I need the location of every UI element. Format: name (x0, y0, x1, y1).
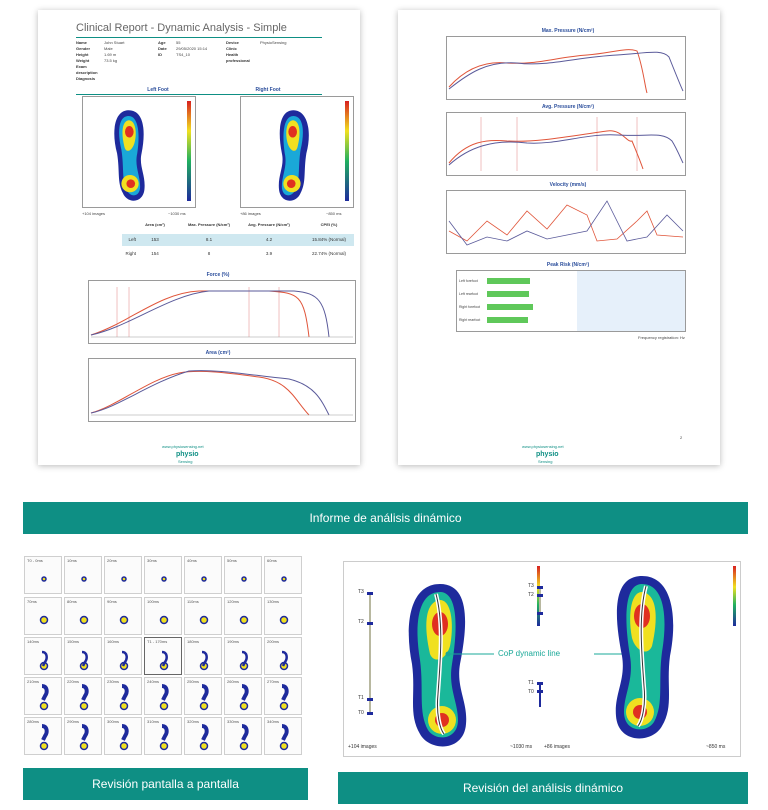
peak-risk-bar (487, 304, 533, 310)
grid-cell (224, 637, 262, 675)
foot-summary-table (82, 220, 354, 268)
peak-risk-label: Right rearfoot (459, 318, 481, 322)
grid-cell (104, 556, 142, 594)
grid-cell-footprint (145, 557, 182, 594)
grid-cell-heel (281, 703, 288, 710)
screen-grid (24, 556, 306, 762)
field-value: Male (104, 46, 113, 51)
grid-cell-heel (122, 577, 126, 581)
grid-cell (144, 677, 182, 715)
grid-cell-label: 30ms (147, 558, 157, 563)
grid-cell (264, 637, 302, 675)
peak-risk-label: Left rearfoot (459, 292, 478, 296)
right-timeline-marker: T0 (528, 689, 534, 695)
grid-cell-label: 160ms (107, 639, 120, 644)
grid-cell-footprint (25, 718, 62, 755)
table-cell: Left (128, 237, 136, 242)
info-rule (76, 94, 322, 95)
dyn-right-images: +86 images (544, 744, 570, 750)
grid-cell-label: 60ms (267, 558, 277, 563)
grid-cell (104, 717, 142, 755)
peak-risk-axis: Frequency registration: Hz (638, 335, 685, 340)
grid-cell-footprint (225, 598, 262, 635)
footer-brand-sub: Sensing (178, 459, 193, 464)
avg-pressure-svg (447, 113, 685, 175)
grid-cell-footprint (185, 598, 222, 635)
footer-url: www.physiosensing.net (162, 444, 204, 449)
max-pressure-chart (446, 36, 686, 100)
grid-cell-heel (81, 703, 88, 710)
field-value: 1.69 m (104, 52, 117, 57)
left-foot-title: Left Foot (147, 87, 169, 93)
table-header-cell: CPEI (%) (320, 222, 338, 227)
dyn-left-ms: ~1030 ms (510, 744, 533, 750)
table-cell: 154 (151, 251, 159, 256)
field-label: Clinic (226, 46, 237, 51)
grid-cell-label: 190ms (227, 639, 240, 644)
cop-dynamic-line-label: CoP dynamic line (498, 649, 561, 658)
grid-cell-footprint (225, 718, 262, 755)
grid-cell (104, 597, 142, 635)
grid-cell-footprint (225, 638, 262, 675)
left-timeline-marker: T2 (358, 619, 364, 625)
grid-cell-forefoot (242, 726, 247, 740)
peak-risk-chart (456, 270, 686, 332)
grid-cell-label: 180ms (187, 639, 200, 644)
dyn-right-ms: ~850 ms (706, 744, 726, 750)
left-foot-panel (82, 96, 196, 208)
grid-cell-label: 140ms (27, 639, 40, 644)
banner-dynamic-review: Revisión del análisis dinámico (338, 772, 748, 804)
field-label: Exam (76, 64, 87, 69)
grid-cell-heel (81, 617, 88, 624)
grid-cell-footprint (105, 678, 142, 715)
grid-cell (264, 677, 302, 715)
grid-cell-forefoot (242, 686, 247, 700)
grid-cell-footprint (265, 638, 302, 675)
grid-cell-heel (201, 703, 208, 710)
grid-cell-forefoot (82, 686, 87, 700)
table-cell: 22.74% (Normal) (311, 251, 346, 256)
grid-cell-heel (121, 617, 128, 624)
grid-cell (144, 597, 182, 635)
grid-cell-footprint (185, 638, 222, 675)
grid-cell (184, 556, 222, 594)
field-value: John Stuart (104, 40, 125, 45)
grid-cell (24, 597, 62, 635)
max-pressure-title: Max. Pressure (N/cm²) (541, 28, 595, 34)
grid-cell-forefoot (122, 726, 127, 740)
grid-cell (224, 597, 262, 635)
grid-cell-label: 120ms (227, 599, 240, 604)
table-header-cell: Max. Pressure (N/cm²) (187, 222, 230, 227)
grid-cell-label: 240ms (147, 679, 160, 684)
grid-cell-label: 250ms (187, 679, 200, 684)
right-timeline-marker: T1 (528, 680, 534, 686)
grid-cell-forefoot (202, 686, 207, 700)
grid-cell-label: 300ms (107, 719, 120, 724)
peak-risk-bar (487, 278, 530, 284)
grid-cell (224, 677, 262, 715)
grid-cell (24, 556, 62, 594)
grid-cell-footprint (145, 638, 182, 675)
grid-cell-heel (282, 577, 286, 581)
table-cell: 3.9 (265, 251, 273, 256)
grid-cell-footprint (145, 678, 182, 715)
grid-cell-heel (121, 743, 128, 750)
grid-cell (144, 637, 182, 675)
grid-cell-footprint (105, 718, 142, 755)
grid-cell-label: T1 - 170ms (147, 639, 168, 644)
grid-cell-label: 10ms (67, 558, 77, 563)
grid-cell-heel (121, 703, 128, 710)
table-cell: 4.2 (265, 237, 273, 242)
grid-cell-forefoot (162, 686, 167, 700)
area-title: Area (cm²) (205, 350, 231, 356)
grid-cell-heel (201, 617, 208, 624)
grid-cell-heel (241, 617, 248, 624)
grid-cell (24, 637, 62, 675)
velocity-chart (446, 190, 686, 254)
title-rule (76, 37, 322, 38)
grid-cell-heel (242, 577, 246, 581)
right-images-count: +86 images (240, 211, 261, 216)
right-foot-title: Right Foot (255, 87, 281, 93)
area-chart-svg (89, 359, 355, 421)
report-page-2 (398, 10, 720, 465)
grid-cell-label: 200ms (267, 639, 280, 644)
field-value: 55 (176, 40, 181, 45)
field-value: 73.5 kg (104, 58, 118, 63)
field-label: Device (226, 40, 239, 45)
right-timeline-marker: T3 (528, 583, 534, 589)
grid-cell-forefoot (42, 686, 47, 700)
grid-cell-footprint (185, 557, 222, 594)
grid-cell-footprint (265, 557, 302, 594)
table-cell: Right (125, 251, 136, 256)
grid-cell-label: 50ms (227, 558, 237, 563)
grid-cell-heel (241, 743, 248, 750)
grid-cell (224, 717, 262, 755)
right-foot-heatmap (241, 97, 353, 207)
grid-cell-heel (162, 577, 166, 581)
grid-cell-label: 100ms (147, 599, 160, 604)
grid-cell (264, 556, 302, 594)
grid-cell-forefoot (202, 726, 207, 740)
field-value: PhysioSensing (260, 40, 287, 45)
grid-cell-footprint (145, 718, 182, 755)
grid-cell (184, 597, 222, 635)
grid-cell (64, 597, 102, 635)
grid-cell (104, 637, 142, 675)
grid-cell-label: T0 - 0ms (27, 558, 43, 563)
grid-cell-footprint (145, 598, 182, 635)
footer-brand-2: physio (536, 451, 559, 458)
grid-cell-heel (82, 577, 86, 581)
grid-cell-heel (42, 577, 46, 581)
field-label: Date (158, 46, 167, 51)
table-cell: 15.84% (Normal) (311, 237, 346, 242)
grid-cell-footprint (65, 718, 102, 755)
dyn-left-images: +104 images (348, 744, 377, 750)
grid-cell (144, 717, 182, 755)
grid-cell-heel (81, 743, 88, 750)
grid-cell-footprint (25, 598, 62, 635)
grid-cell-label: 110ms (187, 599, 199, 604)
grid-cell-heel (41, 703, 48, 710)
grid-cell-forefoot (162, 726, 167, 740)
grid-cell (64, 717, 102, 755)
grid-cell-footprint (25, 678, 62, 715)
grid-cell-heel (281, 743, 288, 750)
table-cell: 8 (207, 251, 211, 256)
left-timeline-marker: T0 (358, 710, 364, 716)
grid-cell-heel (161, 743, 168, 750)
grid-cell-heel (201, 743, 208, 750)
footer-url-2: www.physiosensing.net (522, 444, 564, 449)
grid-cell (184, 717, 222, 755)
velocity-svg (447, 191, 685, 253)
grid-cell (104, 677, 142, 715)
grid-cell-footprint (105, 598, 142, 635)
grid-cell-footprint (65, 638, 102, 675)
grid-cell-footprint (185, 718, 222, 755)
max-pressure-svg (447, 37, 685, 99)
field-label: Age (158, 40, 166, 45)
right-duration: ~850 ms (326, 211, 342, 216)
grid-cell (264, 597, 302, 635)
force-title: Force (%) (206, 272, 230, 278)
grid-cell-footprint (265, 678, 302, 715)
peak-risk-bar (487, 291, 529, 297)
grid-cell-label: 220ms (67, 679, 80, 684)
footer-brand-sub-2: Sensing (538, 459, 553, 464)
grid-cell-footprint (265, 718, 302, 755)
dynamic-review-svg (344, 562, 740, 756)
grid-cell-heel (41, 743, 48, 750)
grid-cell-heel (161, 617, 168, 624)
grid-cell-footprint (25, 557, 62, 594)
table-cell: 8.1 (205, 237, 213, 242)
dynamic-review-panel (344, 562, 740, 756)
report-page-1 (38, 10, 360, 465)
grid-cell-footprint (105, 638, 142, 675)
page-number: 2 (680, 435, 683, 440)
field-label: Weight (76, 58, 90, 63)
force-chart-svg (89, 281, 355, 343)
grid-cell-label: 40ms (187, 558, 197, 563)
grid-cell-forefoot (42, 726, 47, 740)
grid-cell-label: 150ms (67, 639, 80, 644)
grid-cell-heel (281, 617, 288, 624)
grid-cell-footprint (65, 598, 102, 635)
grid-cell (144, 556, 182, 594)
field-label: Name (76, 40, 87, 45)
grid-cell-label: 290ms (67, 719, 80, 724)
footer-brand: physio (176, 451, 199, 458)
grid-cell-label: 270ms (267, 679, 280, 684)
left-foot-heatmap (83, 97, 195, 207)
left-images-count: +104 images (82, 211, 106, 216)
grid-cell-label: 80ms (67, 599, 77, 604)
grid-cell-label: 320ms (187, 719, 200, 724)
field-value: TS4_10 (176, 52, 191, 57)
field-label: professional (226, 58, 250, 63)
grid-cell-forefoot (122, 686, 127, 700)
grid-cell (64, 677, 102, 715)
grid-cell (184, 637, 222, 675)
right-timeline-marker: T2 (528, 592, 534, 598)
peak-risk-title: Peak Risk (N/cm²) (546, 262, 590, 268)
peak-risk-bar (487, 317, 528, 323)
field-label: Height (76, 52, 89, 57)
grid-cell (64, 637, 102, 675)
field-value: 29/05/2020 15:14 (176, 46, 208, 51)
grid-cell-label: 230ms (107, 679, 120, 684)
grid-cell-footprint (265, 598, 302, 635)
force-chart (88, 280, 356, 344)
banner-report: Informe de análisis dinámico (23, 502, 748, 534)
grid-cell (24, 717, 62, 755)
left-timeline-marker: T1 (358, 695, 364, 701)
left-timeline-marker: T3 (358, 589, 364, 595)
area-chart (88, 358, 356, 422)
grid-cell-heel (202, 577, 206, 581)
left-duration: ~1030 ms (168, 211, 186, 216)
grid-cell-label: 280ms (27, 719, 40, 724)
grid-cell-footprint (225, 557, 262, 594)
grid-cell-footprint (185, 678, 222, 715)
grid-cell-forefoot (282, 726, 287, 740)
field-label: ID (158, 52, 162, 57)
grid-cell-forefoot (282, 686, 287, 700)
grid-cell-footprint (105, 557, 142, 594)
grid-cell-label: 20ms (107, 558, 117, 563)
field-label: Health (226, 52, 239, 57)
field-label: Gender (76, 46, 91, 51)
grid-cell-label: 310ms (147, 719, 160, 724)
banner-screen-review: Revisión pantalla a pantalla (23, 768, 308, 800)
grid-cell-heel (161, 703, 168, 710)
avg-pressure-chart (446, 112, 686, 176)
velocity-title: Velocity (mm/s) (549, 182, 587, 188)
peak-risk-label: Right forefoot (459, 305, 481, 309)
peak-risk-label: Left forefoot (459, 279, 478, 283)
right-foot-panel (240, 96, 354, 208)
grid-cell (264, 717, 302, 755)
grid-cell (224, 556, 262, 594)
grid-cell-label: 340ms (267, 719, 280, 724)
table-header-cell: Avg. Pressure (N/cm²) (248, 222, 290, 227)
grid-cell (184, 677, 222, 715)
grid-cell-heel (41, 617, 48, 624)
grid-cell-footprint (225, 678, 262, 715)
table-cell: 153 (151, 237, 159, 242)
grid-cell-forefoot (82, 726, 87, 740)
table-header-cell: Area (cm²) (145, 222, 165, 227)
grid-cell-heel (241, 703, 248, 710)
avg-pressure-title: Avg. Pressure (N/cm²) (541, 104, 595, 110)
field-label: description (76, 70, 98, 75)
grid-cell-label: 90ms (107, 599, 117, 604)
grid-cell-footprint (65, 557, 102, 594)
grid-cell-label: 70ms (27, 599, 37, 604)
grid-cell-label: 330ms (227, 719, 240, 724)
grid-cell-label: 260ms (227, 679, 240, 684)
grid-cell-label: 210ms (27, 679, 40, 684)
grid-cell (64, 556, 102, 594)
field-label: Diagnosis (76, 76, 96, 81)
grid-cell-footprint (65, 678, 102, 715)
grid-cell-label: 130ms (267, 599, 280, 604)
grid-cell (24, 677, 62, 715)
grid-cell-footprint (25, 638, 62, 675)
report-title: Clinical Report - Dynamic Analysis - Simple (76, 22, 287, 34)
